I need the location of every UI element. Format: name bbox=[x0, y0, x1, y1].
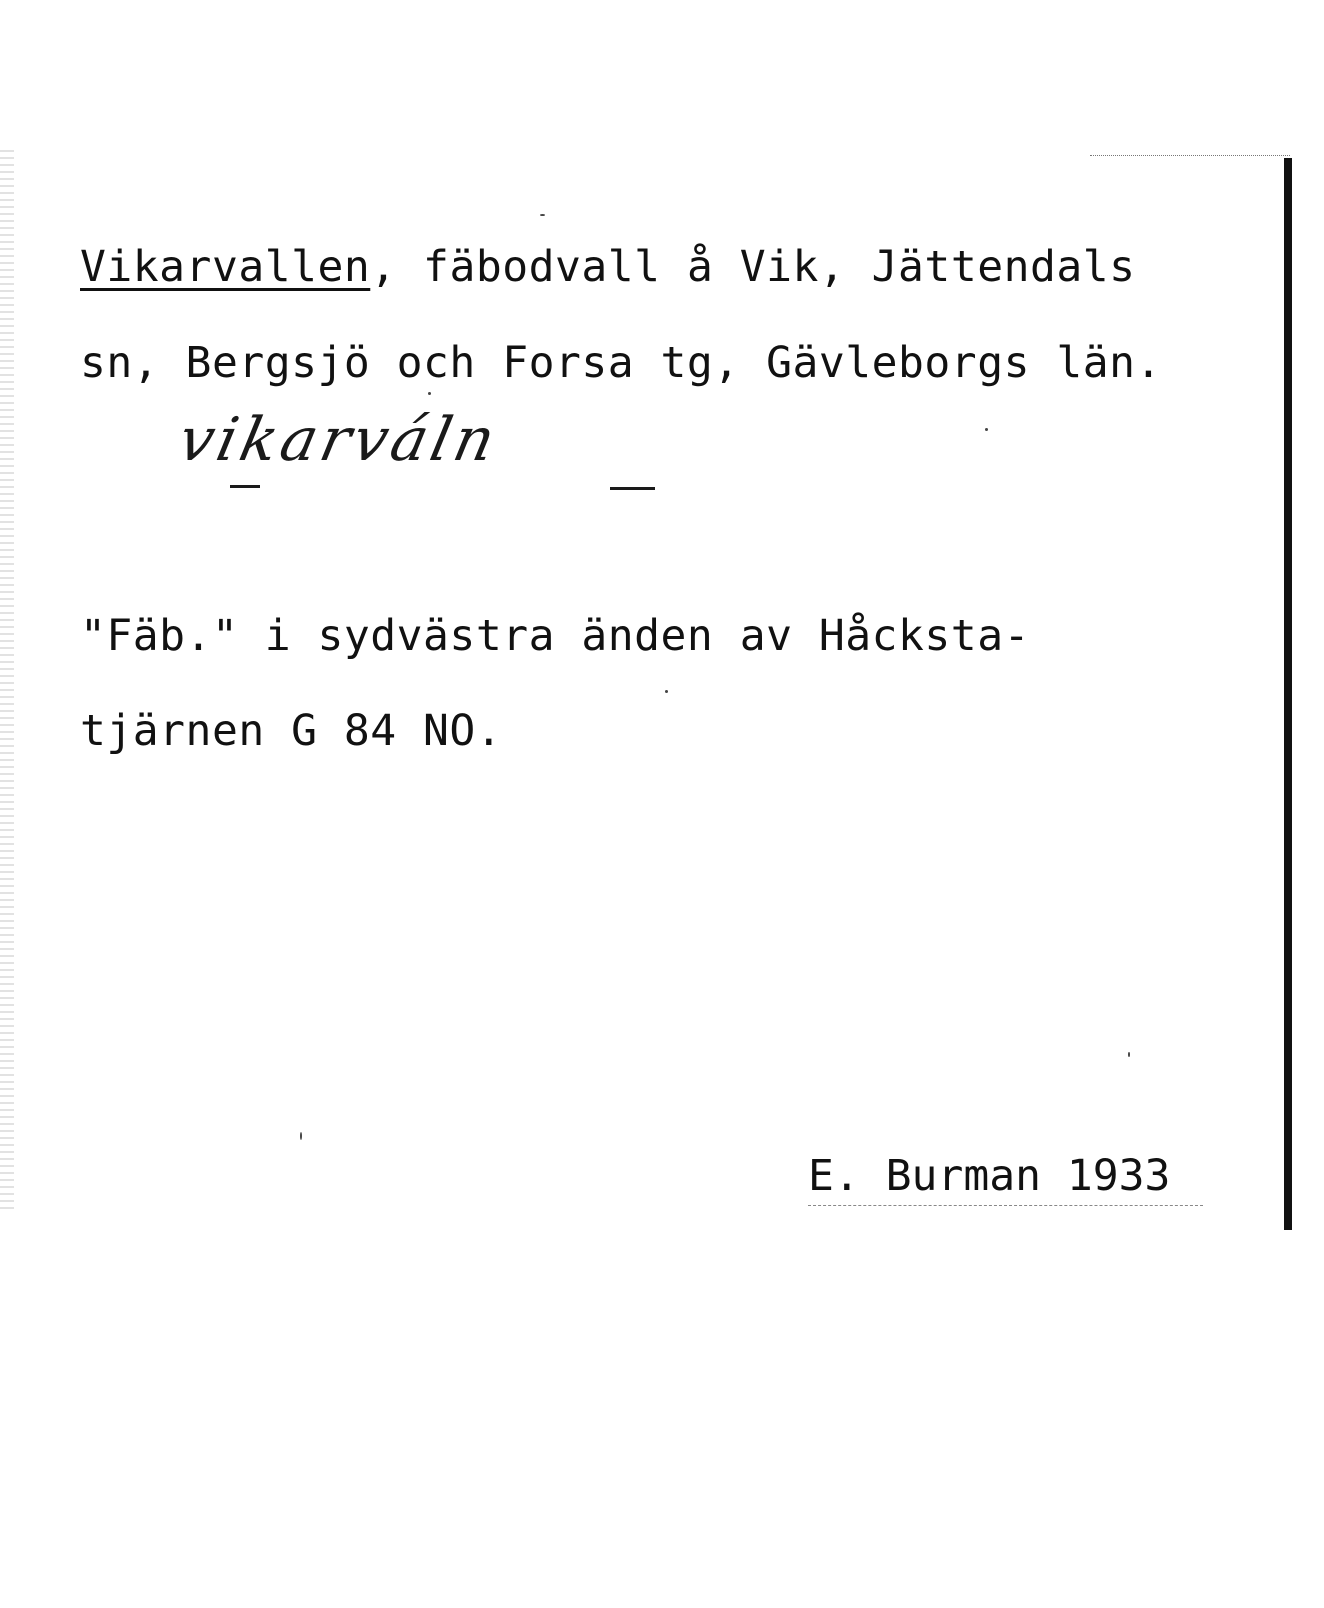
pronunciation-mark bbox=[230, 485, 260, 488]
signature: E. Burman 1933 bbox=[808, 1151, 1171, 1201]
entry-line-2: sn, Bergsjö och Forsa tg, Gävleborgs län. bbox=[80, 338, 1162, 388]
paper-speck bbox=[540, 214, 545, 216]
paper-speck bbox=[1128, 1052, 1130, 1057]
entry-line-3: "Fäb." i sydvästra änden av Håcksta- bbox=[80, 611, 1030, 661]
signature-rule bbox=[808, 1205, 1203, 1206]
card-right-border bbox=[1284, 158, 1292, 1230]
entry-line-1-rest: , fäbodvall å Vik, Jättendals bbox=[370, 242, 1136, 292]
entry-line-4: tjärnen G 84 NO. bbox=[80, 706, 503, 756]
paper-speck bbox=[428, 392, 431, 395]
card-edge bbox=[0, 150, 14, 1210]
paper-speck bbox=[985, 428, 988, 431]
headword: Vikarvallen bbox=[80, 242, 371, 292]
entry-line-1 bbox=[80, 242, 1136, 292]
pronunciation-mark bbox=[610, 487, 655, 490]
handwritten-pronunciation: vikarváln bbox=[172, 405, 505, 475]
paper-speck bbox=[665, 690, 668, 693]
top-rule bbox=[1090, 155, 1290, 156]
paper-speck bbox=[300, 1132, 302, 1140]
